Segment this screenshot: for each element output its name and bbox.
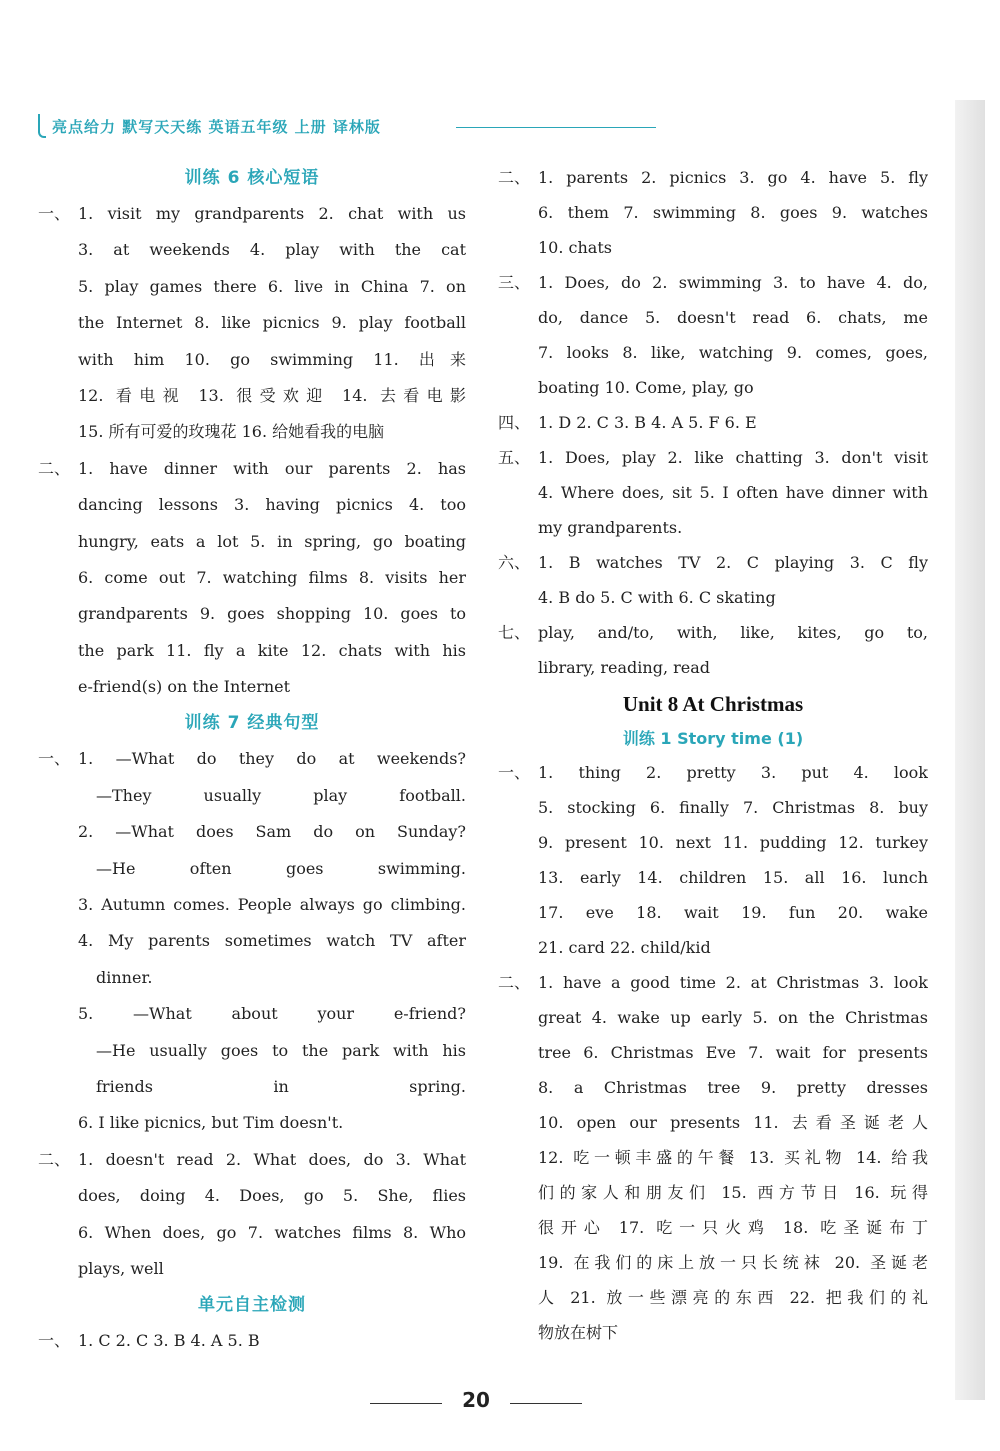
answer-line: 5. play games there 6. live in China 7. on — [78, 276, 466, 296]
answer-line: boating 10. Come, play, go — [538, 378, 754, 397]
answer-line: 9. present 10. next 11. pudding 12. turkey — [538, 833, 928, 852]
answer-line: dinner. — [96, 967, 153, 987]
section-title-story-time: 训练 1 Story time (1) — [622, 729, 804, 748]
answer-line: do, dance 5. doesn't read 6. chats, me — [538, 308, 928, 327]
answer-block — [38, 741, 466, 1141]
question-number: 二、 — [498, 973, 531, 992]
answer-line: 6. I like picnics, but Tim doesn't. — [78, 1113, 344, 1133]
answer-line: 1. visit my grandparents 2. chat with us — [78, 204, 466, 223]
section-7-answers — [38, 741, 466, 1287]
answer-line: library, reading, read — [538, 658, 711, 677]
question-number: 一、 — [498, 763, 531, 782]
right-column — [498, 160, 928, 1350]
answer-block — [498, 615, 928, 685]
question-number: 一、 — [38, 204, 71, 223]
answer-line: 6. them 7. swimming 8. goes 9. watches — [538, 203, 928, 222]
header-bracket — [38, 114, 46, 138]
unit-8-title: Unit 8 At Christmas — [622, 692, 804, 716]
answer-line: 1. D 2. C 3. B 4. A 5. F 6. E — [538, 413, 757, 432]
answer-block — [38, 196, 466, 451]
answer-line: 5. —What about your e-friend? — [78, 1004, 466, 1024]
answer-line: 19. 在我们的床上放一只长统袜 20. 圣诞老 — [538, 1253, 928, 1272]
answer-line: 6. When does, go 7. watches films 8. Who — [78, 1222, 466, 1242]
answer-line: 1. have dinner with our parents 2. has — [78, 458, 466, 478]
section-6-answers — [38, 196, 466, 705]
answer-line: 6. come out 7. watching films 8. visits her — [78, 567, 466, 587]
answer-line: 3. at weekends 4. play with the cat — [78, 240, 466, 260]
answer-line: does, doing 4. Does, go 5. She, flies — [78, 1186, 466, 1206]
answer-line: 1. Does, do 2. swimming 3. to have 4. do, — [538, 273, 928, 292]
answer-line: hungry, eats a lot 5. in spring, go boating — [78, 531, 466, 551]
answer-line: 很开心 17. 吃一只火鸡 18. 吃圣诞布丁 — [538, 1218, 928, 1237]
answer-line: 4. B do 5. C with 6. C skating — [538, 588, 776, 607]
section-title-unit-test: 单元自主检测 — [198, 1295, 306, 1316]
answer-line: 10. open our presents 11. 去看圣诞老人 — [538, 1113, 928, 1132]
question-number: 六、 — [498, 553, 531, 572]
answer-line: the Internet 8. like picnics 9. play football — [78, 313, 466, 333]
answer-line: 1. doesn't read 2. What does, do 3. What — [78, 1149, 466, 1169]
question-number: 五、 — [498, 448, 531, 467]
answer-line: my grandparents. — [538, 518, 683, 537]
answer-line: 12. 看电视 13. 很受欢迎 14. 去看电影 — [78, 385, 466, 405]
answer-line: play, and/to, with, like, kites, go to, — [538, 623, 928, 642]
answer-block — [498, 545, 928, 615]
answer-block — [498, 440, 928, 545]
answer-line: 12. 吃一顿丰盛的午餐 13. 买礼物 14. 给我 — [538, 1148, 928, 1167]
answer-line: 1. have a good time 2. at Christmas 3. look — [538, 973, 928, 992]
left-column — [38, 160, 466, 1360]
question-number: 二、 — [38, 458, 71, 478]
unit-test-answers-cont — [498, 160, 928, 685]
answer-block — [498, 160, 928, 265]
answer-line: 物放在树下 — [538, 1323, 619, 1342]
answer-line: e-friend(s) on the Internet — [78, 677, 291, 697]
question-number: 四、 — [498, 413, 531, 432]
page-header — [38, 112, 638, 142]
answer-block — [38, 1323, 466, 1359]
section-title-6: 训练 6 核心短语 — [184, 168, 320, 188]
answer-line: with him 10. go swimming 11. 出来 — [78, 349, 466, 369]
answer-line: —He usually goes to the park with his — [96, 1040, 466, 1060]
answer-line: friends in spring. — [96, 1076, 466, 1096]
answer-line: tree 6. Christmas Eve 7. wait for presents — [538, 1043, 928, 1062]
answer-line: 3. Autumn comes. People always go climbing. — [78, 895, 466, 915]
answer-line: 15. 所有可爱的玫瑰花 16. 给她看我的电脑 — [78, 422, 385, 442]
answer-line: plays, well — [78, 1258, 164, 1278]
answer-line: 4. Where does, sit 5. I often have dinner with — [538, 483, 928, 502]
answer-line: 1. thing 2. pretty 3. put 4. look — [538, 763, 928, 782]
answer-line: 8. a Christmas tree 9. pretty dresses — [538, 1078, 928, 1097]
answer-line: great 4. wake up early 5. on the Christmas — [538, 1008, 928, 1027]
answer-block — [498, 405, 928, 440]
footer-rule-right — [510, 1403, 582, 1404]
answer-line: 2. —What does Sam do on Sunday? — [78, 822, 466, 842]
answer-line: 1. Does, play 2. like chatting 3. don't visit — [538, 448, 928, 467]
answer-line: 13. early 14. children 15. all 16. lunch — [538, 868, 928, 887]
answer-line: 1. B watches TV 2. C playing 3. C fly — [538, 553, 928, 572]
page-number: 20 — [462, 1388, 490, 1412]
story-time-answers — [498, 755, 928, 1350]
answer-line: grandparents 9. goes shopping 10. goes to — [78, 604, 466, 624]
answer-line: the park 11. fly a kite 12. chats with his — [78, 640, 466, 660]
question-number: 一、 — [38, 749, 71, 769]
book-spine-shadow — [955, 100, 985, 1400]
question-number: 二、 — [38, 1149, 71, 1169]
question-number: 三、 — [498, 273, 531, 292]
answer-line: 7. looks 8. like, watching 9. comes, goes, — [538, 343, 928, 362]
page-footer — [370, 1388, 582, 1418]
answer-line: —They usually play football. — [96, 785, 466, 805]
answer-line: 17. eve 18. wait 19. fun 20. wake — [538, 903, 928, 922]
question-number: 二、 — [498, 168, 531, 187]
unit-test-answers — [38, 1323, 466, 1359]
answer-line: dancing lessons 3. having picnics 4. too — [78, 495, 466, 515]
answer-line: 10. chats — [538, 238, 612, 257]
question-number: 七、 — [498, 623, 531, 642]
header-title: 亮点给力 默写天天练 英语五年级 上册 译林版 — [52, 118, 381, 136]
answer-block — [38, 451, 466, 706]
answer-line: 5. stocking 6. finally 7. Christmas 8. buy — [538, 798, 928, 817]
answer-line: 1. C 2. C 3. B 4. A 5. B — [78, 1331, 260, 1351]
header-rule — [456, 127, 656, 128]
answer-block — [38, 1142, 466, 1288]
answer-line: 1. parents 2. picnics 3. go 4. have 5. fly — [538, 168, 928, 187]
answer-line: —He often goes swimming. — [96, 858, 466, 878]
answer-line: 1. —What do they do at weekends? — [78, 749, 466, 769]
answer-block — [498, 265, 928, 405]
answer-line: 21. card 22. child/kid — [538, 938, 711, 957]
answer-block — [498, 755, 928, 965]
answer-block — [498, 965, 928, 1350]
question-number: 一、 — [38, 1331, 71, 1351]
section-title-7: 训练 7 经典句型 — [184, 713, 320, 734]
answer-line: 4. My parents sometimes watch TV after — [78, 931, 466, 951]
answer-line: 们的家人和朋友们 15. 西方节日 16. 玩得 — [538, 1183, 928, 1202]
answer-line: 人 21. 放一些漂亮的东西 22. 把我们的礼 — [538, 1288, 928, 1307]
